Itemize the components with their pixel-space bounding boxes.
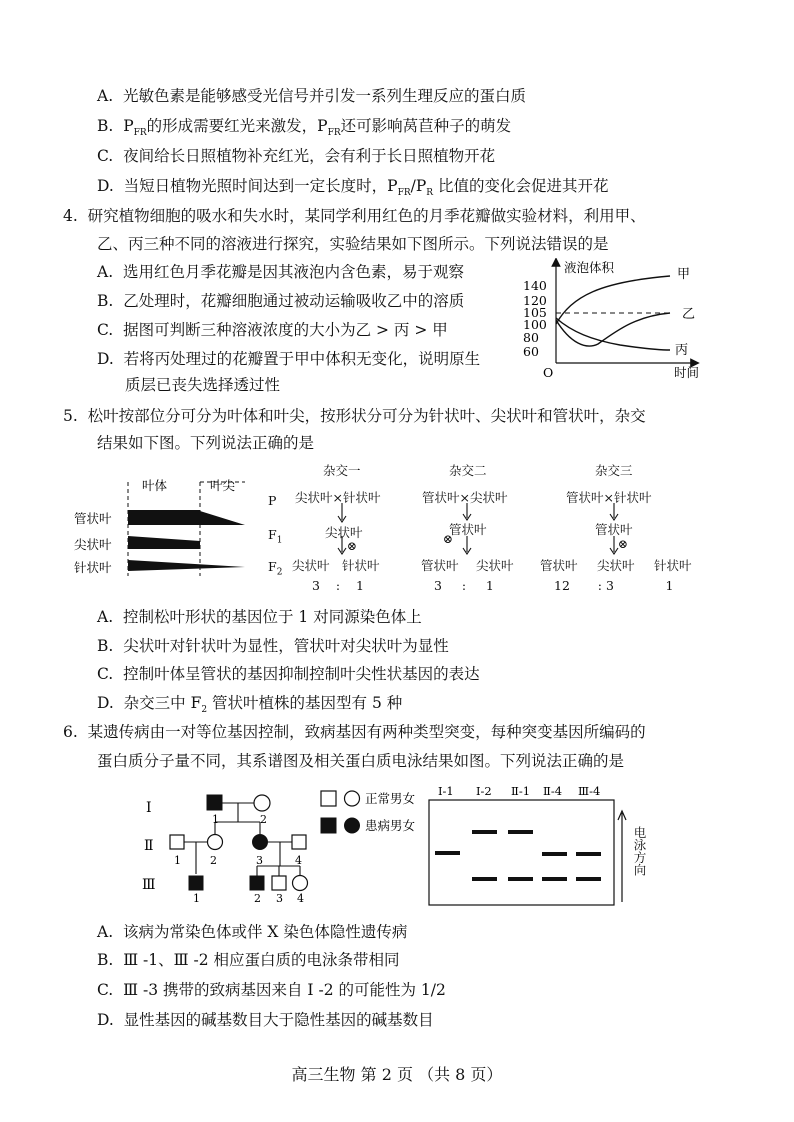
col-tip-label: 叶尖 (210, 478, 236, 493)
cross1-f2-left: 尖状叶 (292, 558, 330, 573)
band-ii4-mid (542, 852, 567, 856)
q4-stem-line2: 乙、丙三种不同的溶液进行探究，实验结果如下图所示。下列说法错误的是 (97, 235, 609, 253)
cross2-self-icon: ⊗ (443, 532, 454, 546)
i-1-affected-male (207, 795, 222, 810)
cross1-p: 尖状叶×针状叶 (295, 490, 381, 505)
i-2-number: 2 (260, 813, 267, 826)
cross1-f1: 尖状叶 (325, 525, 363, 540)
cross3-self-icon: ⊗ (618, 537, 629, 551)
ii-1-number: 1 (174, 854, 181, 867)
row-needle-label: 针状叶 (74, 560, 112, 575)
band-ii1-low (508, 877, 533, 881)
col-body-label: 叶体 (142, 478, 168, 493)
vacuole-volume-chart (520, 258, 700, 380)
iii-3-normal-male (272, 876, 286, 890)
iii-3-number: 3 (276, 892, 283, 903)
ii-3-affected-female (253, 835, 268, 850)
cross2-f2-right: 尖状叶 (476, 558, 514, 573)
cross1-f2-right: 针状叶 (342, 558, 380, 573)
row-pointed-label: 尖状叶 (74, 537, 112, 552)
x-axis-label: 时间 (674, 365, 700, 380)
q4-option-d: D. 若将丙处理过的花瓣置于甲中体积无变化，说明原生 (97, 350, 481, 368)
gen-ii-label: Ⅱ (144, 838, 154, 854)
q6-option-b: B. Ⅲ -1、Ⅲ -2 相应蛋白质的电泳条带相同 (97, 951, 400, 969)
legend-affected-label: 患病男女 (365, 818, 416, 833)
y-tick-140: 140 (523, 278, 547, 293)
band-iii4-low (576, 877, 601, 881)
cross3-f2-right: 针状叶 (654, 558, 692, 573)
cross2-f2-left: 管状叶 (421, 558, 459, 573)
q6-option-c: C. Ⅲ -3 携带的致病基因来自 Ⅰ -2 的可能性为 1/2 (97, 981, 446, 999)
ii-4-number: 4 (295, 854, 302, 867)
gen-p-label: P (268, 493, 277, 508)
cross1-title: 杂交一 (323, 463, 361, 478)
lane-iii4-label: Ⅲ-4 (578, 784, 601, 798)
iii-4-normal-female (293, 876, 308, 891)
legend-normal-male-icon (321, 791, 336, 806)
lane-ii1-label: Ⅱ-1 (511, 784, 531, 798)
cross1-ratio: 3 : 1 (312, 578, 364, 593)
q3-option-d: D. 当短日植物光照时间达到一定长度时，$P_{FR}/P_R$ 比值的变化会促进其开花 (97, 177, 609, 199)
iii-1-number: 1 (193, 892, 200, 903)
page-footer: 高三生物 第 2 页 （共 8 页） (291, 1065, 503, 1084)
cross3-title: 杂交三 (595, 463, 633, 478)
legend-affected-female-icon (345, 818, 360, 833)
y-tick-105: 105 (523, 305, 547, 320)
band-i1-mid (435, 851, 460, 855)
band-iii4-mid (576, 852, 601, 856)
lane-i1-label: Ⅰ-1 (438, 784, 454, 798)
cross3-f2-left: 管状叶 (540, 558, 578, 573)
i-1-number: 1 (212, 813, 219, 826)
row-tube-label: 管状叶 (74, 511, 112, 526)
q6-option-d: D. 显性基因的碱基数目大于隐性基因的碱基数目 (97, 1011, 434, 1029)
ii-2-number: 2 (210, 854, 217, 867)
q4-option-a: A. 选用红色月季花瓣是因其液泡内含色素，易于观察 (97, 263, 464, 281)
leaf-shape-diagram (70, 470, 270, 580)
band-ii1-high (508, 830, 533, 834)
lane-i2-label: Ⅰ-2 (476, 784, 492, 798)
pedigree-legend (318, 788, 433, 838)
gen-i-label: Ⅰ (146, 800, 152, 816)
cross2-title: 杂交二 (449, 463, 487, 478)
ii-3-number: 3 (256, 854, 263, 867)
q6-stem-line2: 蛋白质分子量不同，其系谱图及相关蛋白质电泳结果如图。下列说法正确的是 (97, 752, 625, 770)
cross3-p: 管状叶×针状叶 (566, 490, 652, 505)
series-yi-label: 乙 (682, 307, 696, 322)
pedigree-chart (140, 788, 315, 903)
legend-normal-female-icon (345, 791, 360, 806)
ii-4-normal-male (292, 835, 306, 849)
ii-1-normal-male (170, 835, 184, 849)
cross1-self-icon: ⊗ (347, 539, 358, 553)
q4-option-d-cont: 质层已丧失选择透过性 (125, 376, 281, 394)
q3-option-a: A. 光敏色素是能够感受光信号并引发一系列生理反应的蛋白质 (97, 87, 526, 105)
ii-2-normal-female (208, 835, 223, 850)
cross2-f1: 管状叶 (449, 522, 487, 537)
gen-iii-label: Ⅲ (142, 877, 156, 893)
band-ii4-low (542, 877, 567, 881)
tube-leaf-body (128, 510, 200, 525)
iii-2-number: 2 (254, 892, 261, 903)
legend-affected-male-icon (321, 818, 336, 833)
q5-option-b: B. 尖状叶对针状叶为显性，管状叶对尖状叶为显性 (97, 637, 449, 655)
origin-label: O (543, 365, 554, 380)
iii-1-affected-male (189, 876, 203, 890)
gen-f2-label: $F_2$ (268, 559, 283, 578)
lane-ii4-label: Ⅱ-4 (543, 784, 563, 798)
q4-option-b: B. 乙处理时，花瓣细胞通过被动运输吸收乙中的溶质 (97, 292, 465, 310)
cross2-p: 管状叶×尖状叶 (422, 490, 508, 505)
q5-option-d: D. 杂交三中 $F_2$ 管状叶植株的基因型有 5 种 (97, 694, 403, 716)
q4-stem-line1: 4. 研究植物细胞的吸水和失水时，某同学利用红色的月季花瓣做实验材料，利用甲、 (63, 207, 646, 225)
cross-arrows (280, 500, 700, 560)
y-tick-100: 100 (523, 317, 547, 332)
q4-option-c: C. 据图可判断三种溶液浓度的大小为乙 > 丙 > 甲 (97, 321, 448, 339)
y-tick-80: 80 (523, 330, 539, 345)
q6-option-a: A. 该病为常染色体或伴 X 染色体隐性遗传病 (97, 923, 408, 941)
cross3-f2-mid: 尖状叶 (597, 558, 635, 573)
y-axis-label: 液泡体积 (564, 260, 615, 275)
electrophoresis-gel (425, 780, 645, 910)
q5-option-a: A. 控制松叶形状的基因位于 1 对同源染色体上 (97, 608, 422, 626)
q5-option-c: C. 控制叶体呈管状的基因抑制控制叶尖性状基因的表达 (97, 665, 480, 683)
y-tick-60: 60 (523, 344, 539, 359)
cross2-ratio: 3 : 1 (434, 578, 494, 593)
cross3-ratio: 12 : 3 1 (554, 578, 674, 593)
gen-f1-label: $F_1$ (268, 527, 283, 546)
series-bing-label: 丙 (675, 343, 689, 358)
q6-stem-line1: 6. 某遗传病由一对等位基因控制，致病基因有两种类型突变，每种突变基因所编码的 (63, 723, 646, 741)
needle-leaf-shape (128, 560, 245, 571)
q3-option-c: C. 夜间给长日照植物补充红光，会有利于长日照植物开花 (97, 147, 496, 165)
iii-4-number: 4 (297, 892, 304, 903)
iii-2-affected-male (250, 876, 264, 890)
pointed-leaf-body (128, 536, 200, 549)
q5-stem-line2: 结果如下图。下列说法正确的是 (97, 434, 315, 452)
legend-normal-label: 正常男女 (365, 791, 416, 806)
q3-option-b: B. $P_{FR}$的形成需要红光来激发，$P_{FR}$还可影响莴苣种子的萌发 (97, 117, 512, 139)
i-2-normal-female (254, 795, 270, 811)
band-i2-high (472, 830, 497, 834)
y-tick-120: 120 (523, 293, 547, 308)
series-jia-label: 甲 (677, 267, 691, 282)
direction-label: 电泳方向 (632, 826, 647, 876)
cross3-f1: 管状叶 (595, 522, 633, 537)
series-jia-line (556, 276, 670, 324)
q5-stem-line1: 5. 松叶按部位分可分为叶体和叶尖，按形状分可分为针状叶、尖状叶和管状叶，杂交 (63, 407, 646, 425)
tube-leaf-tip (200, 511, 245, 525)
band-i2-low (472, 877, 497, 881)
